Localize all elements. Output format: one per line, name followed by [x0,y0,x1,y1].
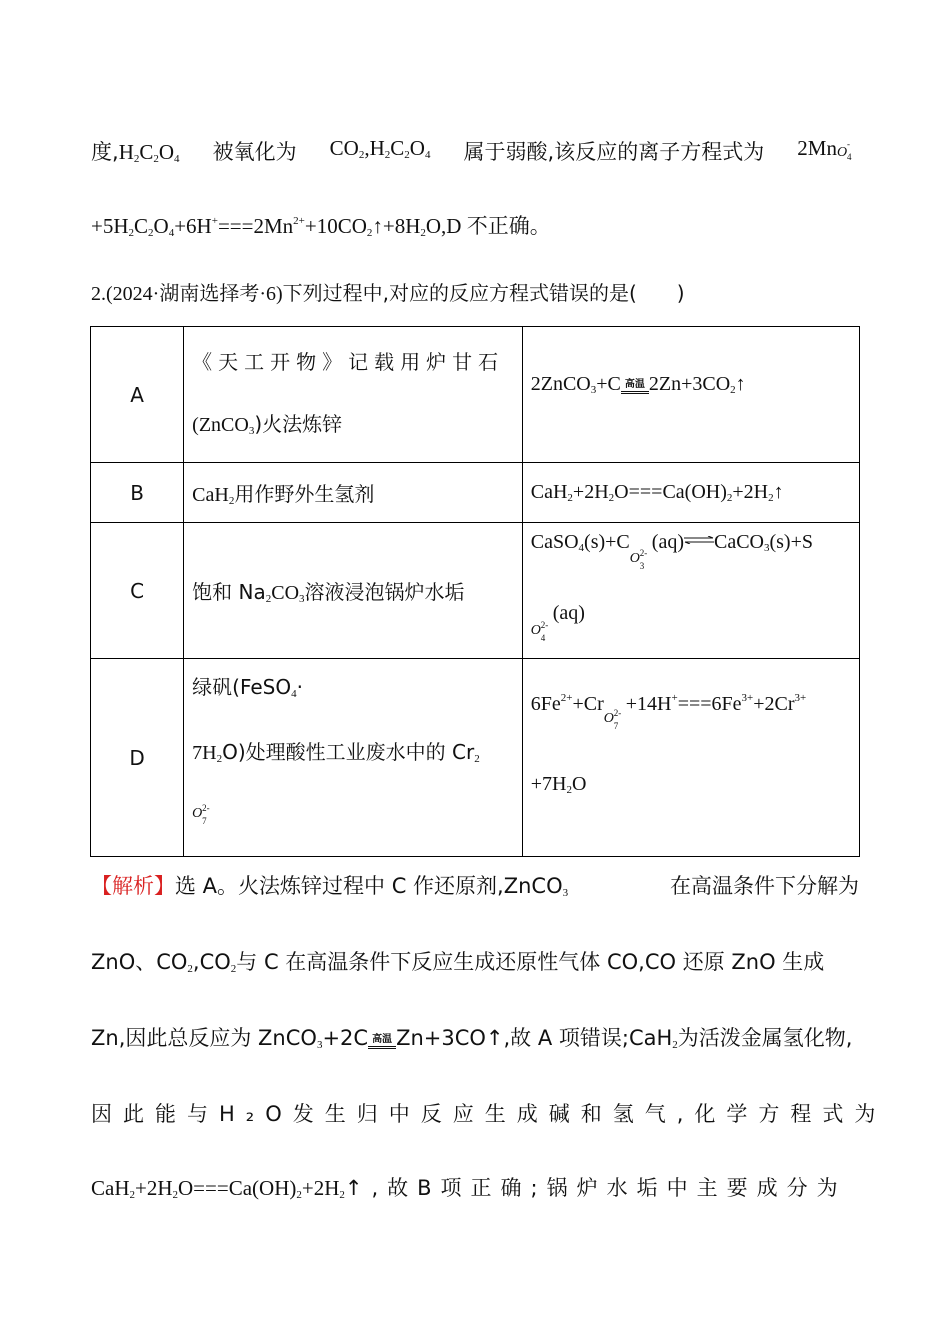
analysis-line-2: $+5H_2C_2O_4+6H^+===2Mn^{2+}+10CO_2↑+8H_2O,D$ 不正确。 [91,214,551,239]
option-desc: CaH$_2$用作野外生氢剂 [184,463,523,523]
text: 属于弱酸,该反应的离子方程式为 [463,140,765,164]
table-row [91,327,860,463]
text: 在高温条件下分解为 [670,874,859,898]
formula: 2Mn O - 4 [797,136,852,162]
table-row [91,523,860,659]
option-equation: 2ZnCO$_3$+C 高温 $2Zn+3CO_2↑$ [522,327,859,463]
option-equation: $6Fe^{2+}+Cr$ O 2- 7 $+14H^+===6Fe^{3+}+2Cr^{3+}$ $+7H_2O$ [522,659,859,857]
equilibrium-arrow-icon [684,536,714,544]
formula: $CO_2,H_2C_2O_4$ [329,136,431,161]
condition-arrow: 高温 [621,380,649,394]
table-row [91,463,860,523]
analysis-para-4: 因此能与H₂O发生归中反应生成碱和氢气,化学方程式为 [91,1102,887,1126]
condition-arrow: 高温 [368,1035,396,1049]
analysis-para-5: $CaH_2+2H_2O===Ca(OH)_2+2H_2↑$,故B项正确;锅炉水垢中主要成分为 [91,1176,847,1201]
table-row [91,659,860,857]
analysis-line-1 [91,136,859,166]
text: 被氧化为 [212,140,297,164]
options-table [90,326,860,857]
option-desc: 《天工开物》记载用炉甘石 (ZnCO$_3$)火法炼锌 [184,327,523,463]
option-equation: CaSO$_4$(s)+C O 2- 3 (aq) CaCO$_3$(s)+S O 2- 4 (aq) [522,523,859,659]
option-label: A [91,327,184,463]
analysis-para-1 [91,870,859,900]
analysis-para-3: Zn,因此总反应为 ZnCO$_3$+2C 高温 Zn+3CO↑,故 A 项错误;CaH$_2$为活泼金属氢化物, [91,1026,853,1051]
option-label: C [91,523,184,659]
question-stem: 2.(2024·湖南选择考·6)下列过程中,对应的反应方程式错误的是( ) [91,281,685,305]
analysis-para-2: ZnO、$CO_2,CO_2$与 C 在高温条件下反应生成还原性气体 CO,CO 还原 ZnO 生成 [91,950,825,975]
option-label: B [91,463,184,523]
text: 度$,H_2C_2O_4$ [91,140,180,165]
analysis-tag: 【解析】 [91,874,175,898]
option-desc: 饱和 $Na_2CO_3$溶液浸泡锅炉水垢 [184,523,523,659]
option-label: D [91,659,184,857]
text: 【解析】选 A。火法炼锌过程中 C 作还原剂,ZnCO$_3$ [91,874,569,899]
option-desc: 绿矾(FeSO$_4$· $7H_2O$)处理酸性工业废水中的 $Cr_2$ O 2- 7 [184,659,523,857]
option-equation: $CaH_2+2H_2O===Ca(OH)_2+2H_2↑$ [522,463,859,523]
